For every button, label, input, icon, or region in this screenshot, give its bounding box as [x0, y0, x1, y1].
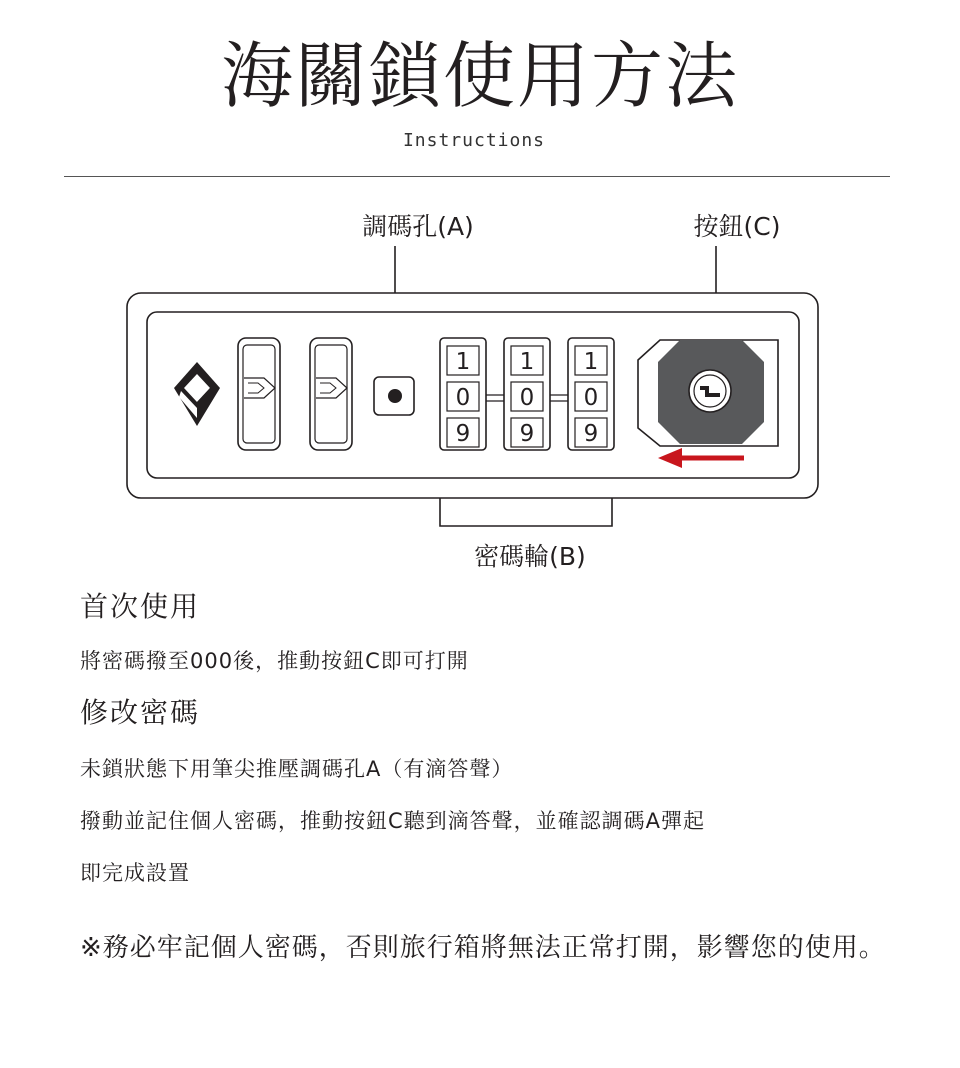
wheel-3-bottom-digit: 9 — [583, 421, 599, 447]
instruction-line: 未鎖狀態下用筆尖推壓調碼孔A（有滴答聲） — [80, 757, 514, 781]
code-wheel-3[interactable] — [568, 338, 614, 450]
section-heading-first-use: 首次使用 — [80, 590, 201, 623]
slider-switch-2[interactable] — [310, 338, 352, 450]
instruction-line: 即完成設置 — [80, 861, 190, 885]
code-wheel-1[interactable] — [440, 338, 486, 450]
label-adjust-hole: 調碼孔(A) — [362, 212, 474, 241]
instruction-line: 將密碼撥至000後，推動按鈕C即可打開 — [80, 649, 469, 673]
page-title: 海關鎖使用方法 — [220, 34, 739, 118]
wheel-1-bottom-digit: 9 — [455, 421, 471, 447]
wheel-2-current-digit: 0 — [519, 385, 535, 411]
wheel-1-top-digit: 1 — [455, 349, 471, 375]
label-wheels: 密碼輪(B) — [474, 542, 586, 571]
wheel-2-top-digit: 1 — [519, 349, 535, 375]
adjust-hole-a[interactable] — [374, 377, 414, 415]
wheel-3-top-digit: 1 — [583, 349, 599, 375]
label-button: 按鈕(C) — [693, 212, 781, 241]
slider-switch-1[interactable] — [238, 338, 280, 450]
code-wheel-2[interactable] — [504, 338, 550, 450]
instruction-line: 撥動並記住個人密碼，推動按鈕C聽到滴答聲，並確認調碼A彈起 — [80, 809, 706, 833]
lock-diagram — [0, 190, 960, 590]
warning-note: ※務必牢記個人密碼，否則旅行箱將無法正常打開，影響您的使用。 — [80, 933, 886, 963]
push-button-c[interactable] — [638, 340, 778, 446]
wheel-1-current-digit: 0 — [455, 385, 471, 411]
wheel-3-current-digit: 0 — [583, 385, 599, 411]
section-heading-change-code: 修改密碼 — [80, 696, 201, 729]
page-subtitle: Instructions — [402, 130, 546, 151]
wheel-2-bottom-digit: 9 — [519, 421, 535, 447]
header-divider — [64, 176, 890, 177]
